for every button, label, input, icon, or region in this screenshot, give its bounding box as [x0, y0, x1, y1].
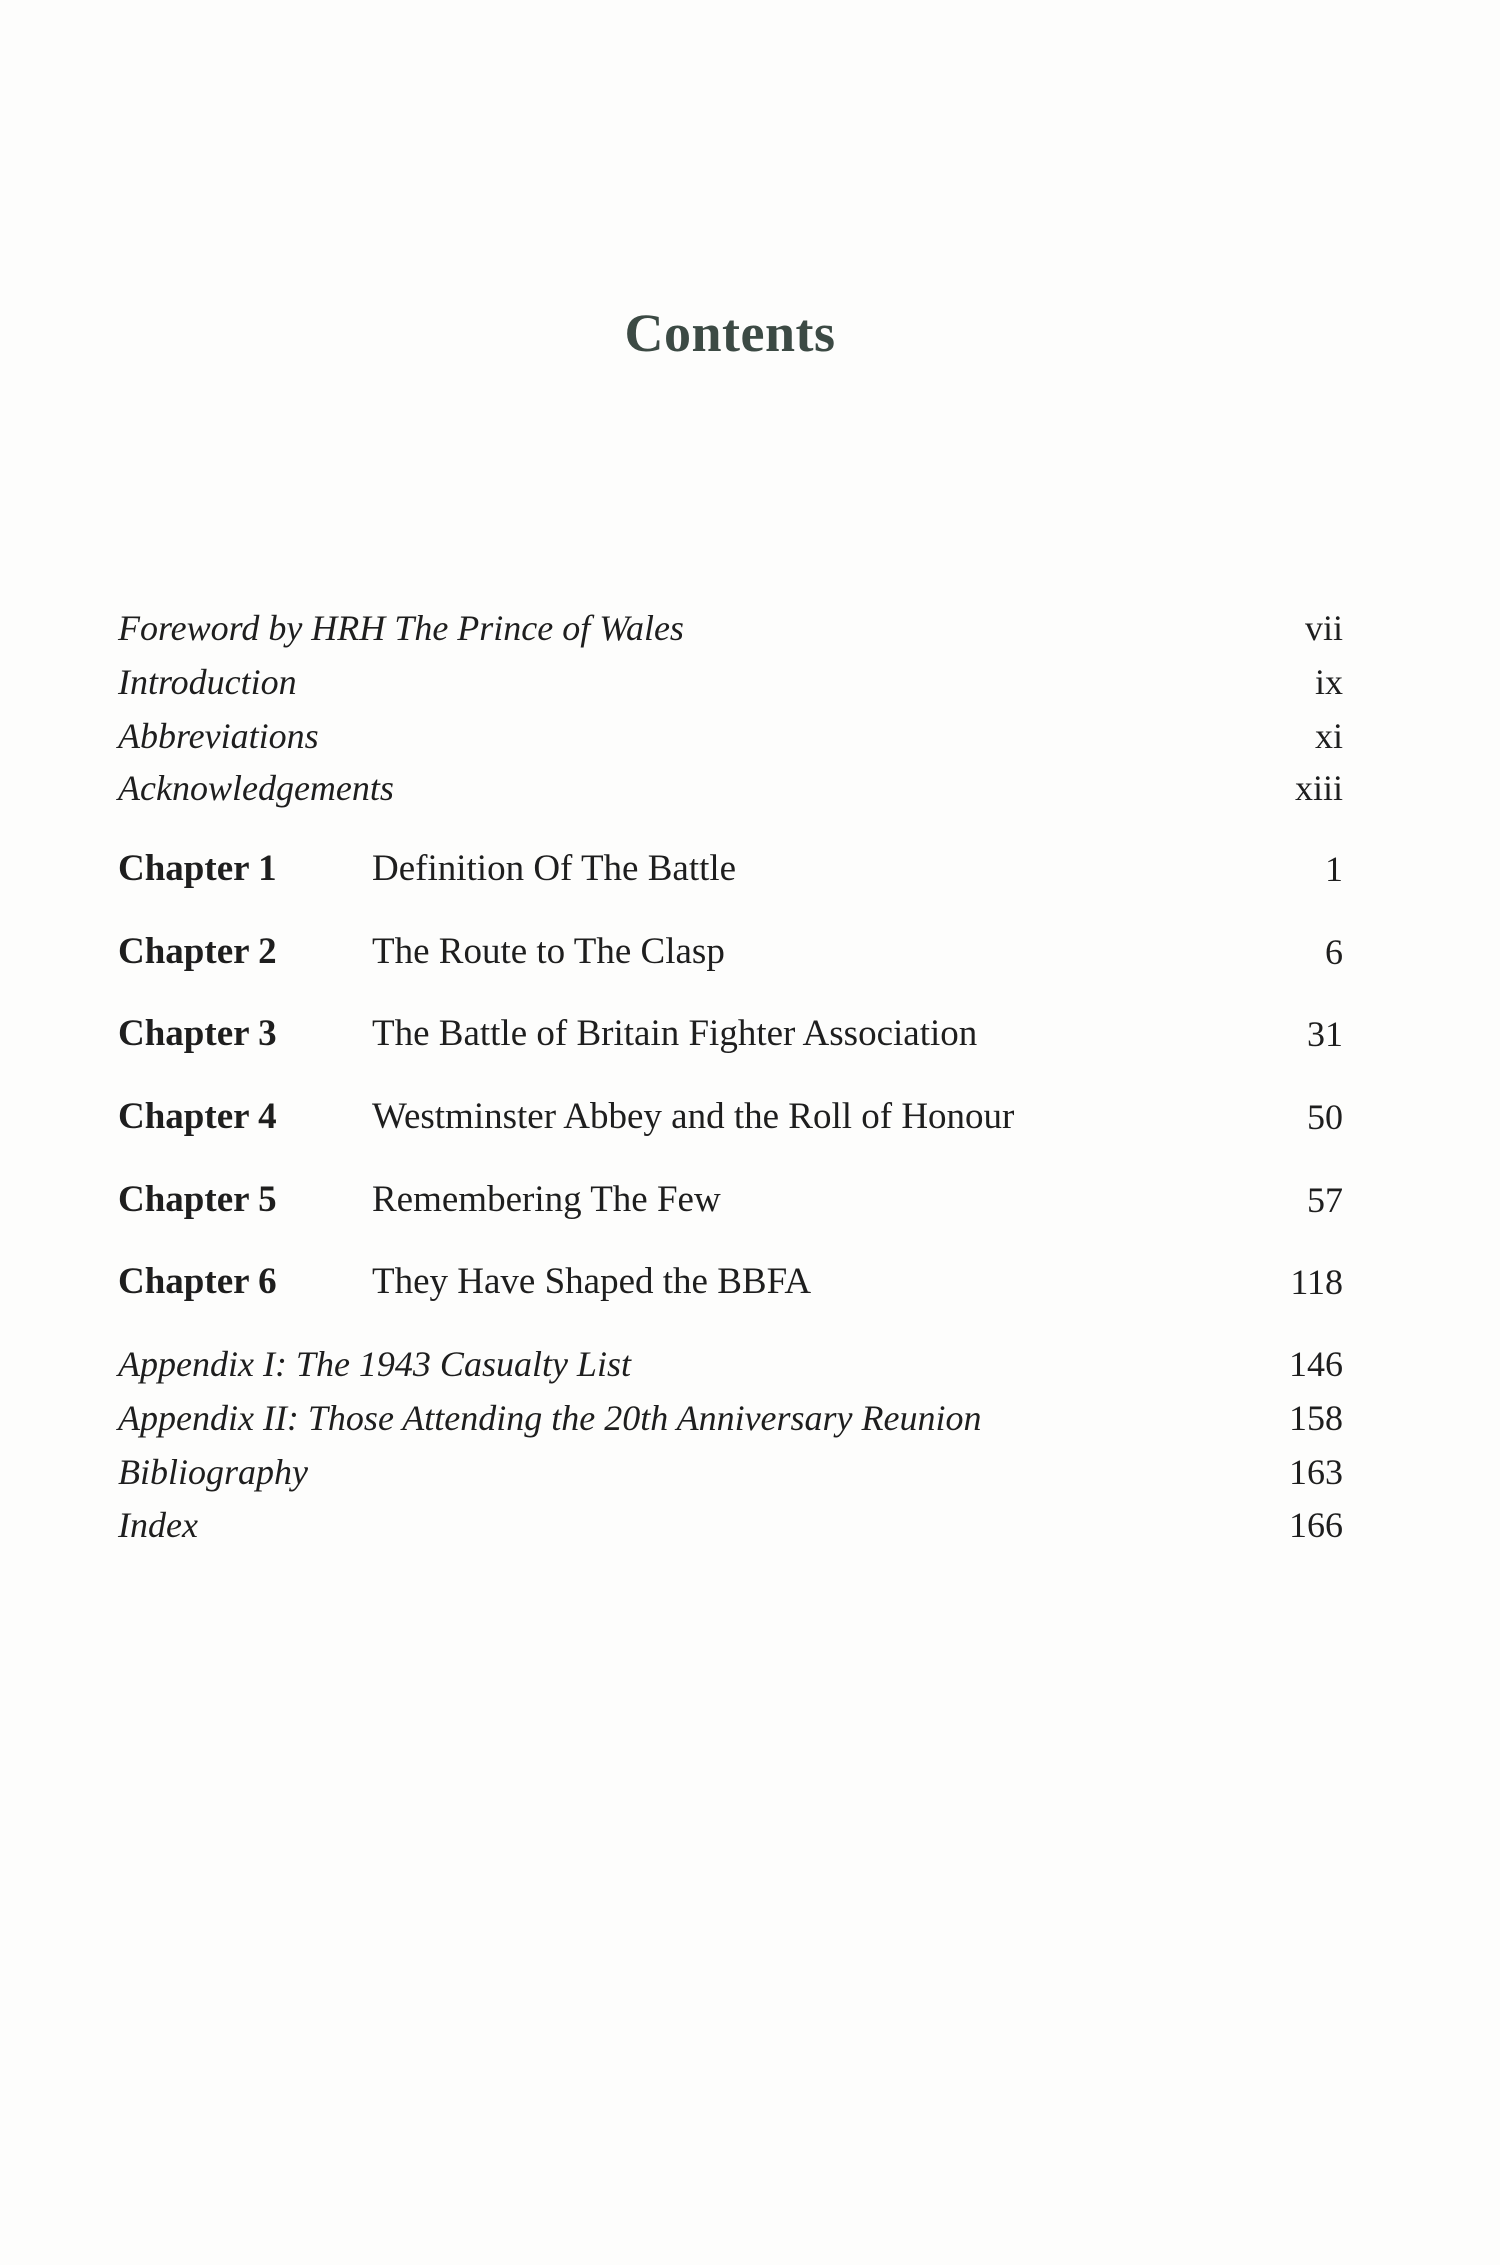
toc-entry-page: ix	[1314, 662, 1343, 702]
toc-entry-page: 166	[1289, 1505, 1343, 1545]
chapter-title: The Battle of Britain Fighter Association	[372, 1013, 978, 1054]
chapter-page: 118	[1290, 1262, 1343, 1302]
toc-entry-label: Appendix I: The 1943 Casualty List	[118, 1344, 631, 1384]
toc-entry-introduction	[118, 654, 1343, 710]
toc-chapter-5	[118, 1172, 1343, 1228]
chapter-number: Chapter 6	[118, 1261, 277, 1302]
toc-entry-label: Index	[118, 1505, 198, 1545]
chapter-page: 57	[1307, 1180, 1343, 1220]
chapter-page: 50	[1307, 1097, 1343, 1137]
chapter-title: The Route to The Clasp	[372, 931, 725, 972]
chapter-title: They Have Shaped the BBFA	[372, 1261, 812, 1302]
toc-entry-label: Foreword by HRH The Prince of Wales	[118, 608, 684, 648]
chapter-page: 1	[1325, 849, 1343, 889]
toc-entry-label: Acknowledgements	[118, 768, 394, 808]
chapter-title: Westminster Abbey and the Roll of Honour	[372, 1096, 1015, 1137]
chapter-number: Chapter 4	[118, 1096, 277, 1137]
toc-entry-appendix-1	[118, 1336, 1343, 1392]
chapter-page: 6	[1325, 932, 1343, 972]
toc-chapter-3	[118, 1006, 1343, 1062]
chapter-page: 31	[1307, 1014, 1343, 1054]
chapter-title: Definition Of The Battle	[372, 848, 737, 889]
toc-entry-index	[118, 1497, 1343, 1553]
toc-chapter-4	[118, 1089, 1343, 1145]
toc-entry-page: xiii	[1294, 768, 1343, 808]
toc-entry-abbreviations	[118, 708, 1343, 764]
toc-entry-label: Bibliography	[118, 1452, 308, 1492]
toc-entry-page: 146	[1289, 1344, 1343, 1384]
toc-entry-page: vii	[1304, 608, 1343, 648]
toc-entry-label: Abbreviations	[118, 716, 319, 756]
toc-entry-page: 163	[1289, 1452, 1343, 1492]
toc-entry-label: Appendix II: Those Attending the 20th Anniversary Reunion	[118, 1398, 982, 1438]
chapter-number: Chapter 2	[118, 931, 277, 972]
toc-chapter-1	[118, 841, 1343, 897]
page-title: Contents	[624, 303, 836, 363]
chapter-title: Remembering The Few	[372, 1179, 721, 1220]
toc-chapter-2	[118, 924, 1343, 980]
toc-entry-page: 158	[1289, 1398, 1343, 1438]
toc-entry-appendix-2	[118, 1390, 1343, 1446]
toc-chapter-6	[118, 1254, 1343, 1310]
toc-entry-page: xi	[1314, 716, 1343, 756]
toc-entry-bibliography	[118, 1444, 1343, 1500]
chapter-number: Chapter 1	[118, 848, 277, 889]
toc-entry-acknowledgements	[118, 760, 1343, 816]
chapter-number: Chapter 5	[118, 1179, 277, 1220]
toc-entry-foreword	[118, 600, 1343, 656]
chapter-number: Chapter 3	[118, 1013, 277, 1054]
toc-entry-label: Introduction	[118, 662, 297, 702]
